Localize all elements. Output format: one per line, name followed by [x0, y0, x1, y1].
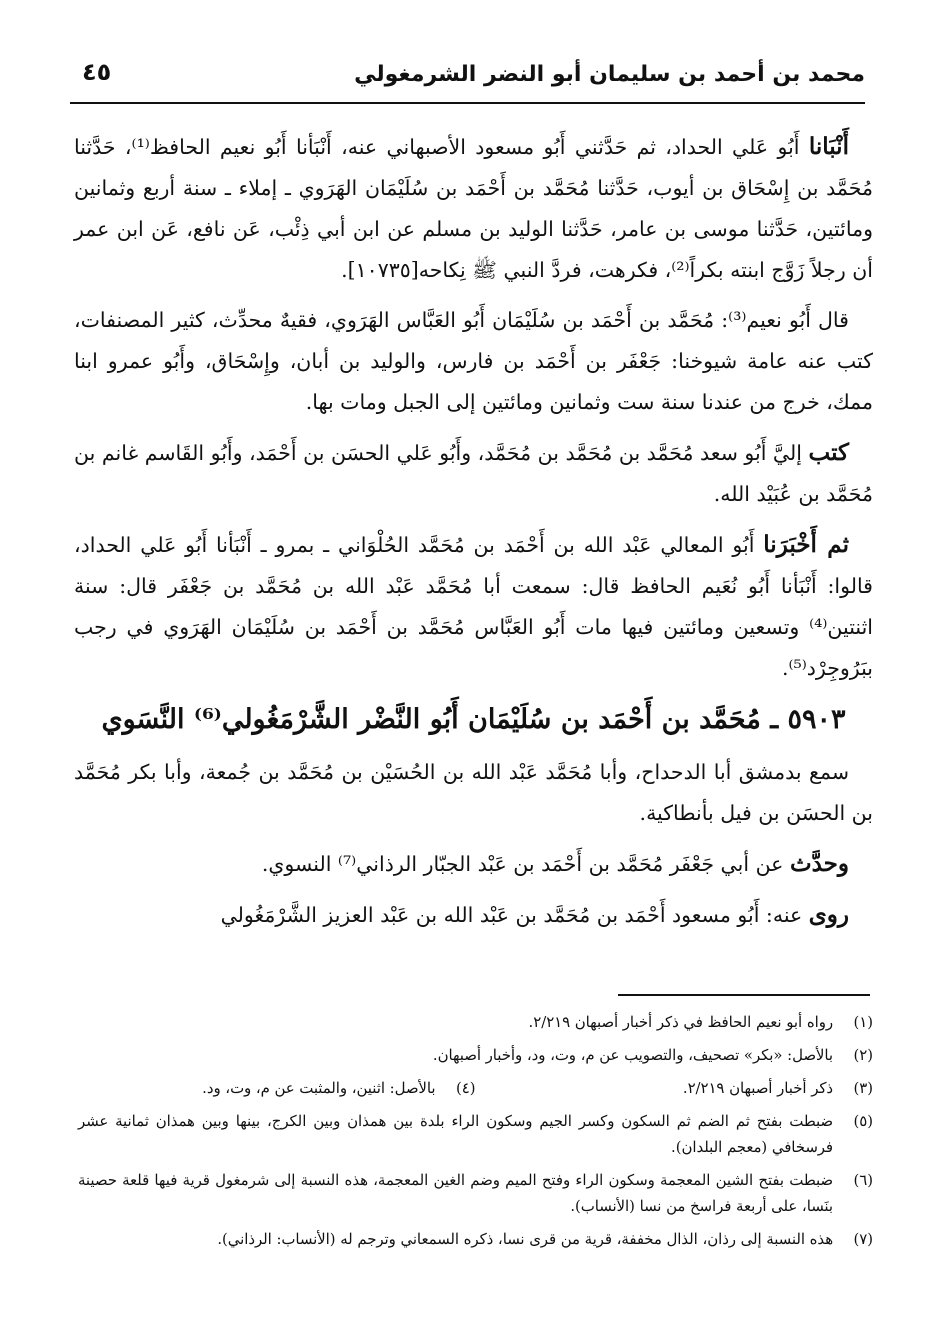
paragraph-text: قال أَبُو نعيم⁽³⁾: مُحَمَّد بن أَحْمَد بن سُلَيْمَان أَبُو العَبَّاس الهَرَوي، فقيهٌ محدِّث، كثير المصنفات، كتب عنه عامة شيوخنا: جَعْفَر بن أَحْمَد بن فارس، والوليد بن أبان، وإِسْحَاق، وأَبُو عمرو ابنا ممك، خرج من عندنا سنة ست وثمانين ومائتين إلى الجبل ومات بها. — [74, 308, 873, 414]
paragraph-text: عن أبي جَعْفَر مُحَمَّد بن أَحْمَد بن عَبْد الجبّار الرذاني⁽⁷⁾ النسوي. — [261, 852, 784, 876]
footnote-text: ذكر أخبار أصبهان ٢/٢١٩. — [682, 1080, 833, 1097]
paragraph-abu-nuaym — [74, 300, 873, 423]
paragraph-text: سمع بدمشق أبا الدحداح، وأبا مُحَمَّد عَبْد الله بن الحُسَيْن بن مُحَمَّد بن جُمعة، وأبا بكر مُحَمَّد بن الحسَن بن فيل بأنطاكية. — [74, 760, 873, 825]
footnote-number: (٣) — [853, 1080, 873, 1097]
footnote-row-3-4 — [78, 1076, 873, 1102]
paragraph-lead-word: ثم أَخْبَرَنا — [763, 531, 849, 558]
paragraph-haddath — [74, 843, 873, 885]
paragraph-isnad-1 — [74, 126, 873, 291]
paragraph-text: إليَّ أَبُو سعد مُحَمَّد بن مُحَمَّد بن مُحَمَّد، وأَبُو عَلي الحسَن بن أَحْمَد، وأَبُو القَاسم غانم بن مُحَمَّد بن عُبَيْد الله. — [74, 441, 873, 506]
paragraph-lead-word: وحدَّث — [789, 850, 849, 877]
paragraph-text: عنه: أَبُو مسعود أَحْمَد بن مُحَمَّد بن عَبْد الله بن عَبْد العزيز الشَّرْمَغُولي — [220, 903, 803, 927]
footnote-1 — [78, 1010, 873, 1036]
footnote-text: بالأصل: «بكر» تصحيف، والتصويب عن م، وت، ود، وأخبار أصبهان. — [432, 1047, 833, 1064]
footnote-2 — [78, 1043, 873, 1069]
running-title: محمد بن أحمد بن سليمان أبو النضر الشرمغولي — [354, 62, 865, 87]
footnote-number: (٢) — [853, 1047, 873, 1064]
footnote-7 — [78, 1227, 873, 1253]
footnotes — [78, 1010, 873, 1260]
footnote-text: رواه أبو نعيم الحافظ في ذكر أخبار أصبهان ٢/٢١٩. — [528, 1014, 833, 1031]
paragraph-lead-word: أَنْبَانا — [808, 133, 849, 160]
footnote-number: (١) — [853, 1014, 873, 1031]
footnote-number: (٤) — [455, 1080, 476, 1097]
paragraph-rawa — [74, 894, 873, 936]
page-number: ٤٥ — [82, 58, 112, 86]
paragraph-akhbarana — [74, 524, 873, 689]
entry-title: ٥٩٠٣ ـ مُحَمَّد بن أَحْمَد بن سُلَيْمَان أَبُو النَّضْر الشَّرْمَغُولي⁽⁶⁾ النَّسَوي — [101, 704, 846, 735]
page-header — [70, 56, 865, 104]
paragraph-lead-word: كتب — [808, 439, 849, 466]
footnote-text: ضبطت بفتح الشين المعجمة وسكون الراء وفتح الميم وضم الغين المعجمة، هذه النسبة إلى شرمغول قرية فيها قلعة حصينة بنَسا، على أربعة فراسخ من نسا (الأنساب). — [78, 1172, 833, 1215]
footnote-3 — [476, 1076, 874, 1102]
main-text — [74, 126, 873, 945]
footnote-6 — [78, 1168, 873, 1220]
footnote-text: بالأصل: اثنين، والمثبت عن م، وت، ود. — [202, 1080, 436, 1097]
paragraph-samia — [74, 752, 873, 834]
paragraph-lead-word: روى — [808, 901, 849, 928]
footnote-number: (٦) — [853, 1172, 873, 1189]
footnote-number: (٧) — [853, 1231, 873, 1248]
paragraph-kataba — [74, 432, 873, 515]
paragraph-text: أَبُو المعالي عَبْد الله بن أَحْمَد بن مُحَمَّد الحُلْوَاني ـ بمرو ـ أَنْبَأنا أَبُو عَلي الحداد، قالوا: أَنْبَأنا أَبُو نُعَيم الحافظ قال: سمعت أبا مُحَمَّد عَبْد الله بن مُحَمَّد بن جَعْفَر قال: سنة اثنتين⁽⁴⁾ وتسعين ومائتين فيها مات أَبُو العَبَّاس مُحَمَّد بن أَحْمَد بن سُلَيْمَان الهَرَوي في رجب ببَرُوجِرْد⁽⁵⁾. — [74, 533, 873, 680]
footnote-separator — [618, 994, 870, 996]
footnote-5 — [78, 1109, 873, 1161]
footnote-number: (٥) — [853, 1113, 873, 1130]
footnote-4 — [78, 1076, 476, 1102]
footnote-text: ضبطت بفتح ثم الضم ثم السكون وكسر الجيم وسكون الراء بلدة بين همذان وبين الكرج، بينها وبين همذان ثمانية عشر فرسخافي (معجم البلدان). — [78, 1113, 834, 1156]
paragraph-text: أَبُو عَلي الحداد، ثم حَدَّثني أَبُو مسعود الأصبهاني عنه، أَنْبَأنا أَبُو نعيم الحافظ⁽¹⁾، حَدَّثنا مُحَمَّد بن إِسْحَاق بن أيوب، حَدَّثنا مُحَمَّد بن أَحْمَد بن سُلَيْمَان الهَرَوي ـ إملاء ـ سنة أربع وثمانين ومائتين، حَدَّثنا موسى بن عامر، حَدَّثنا الوليد بن مسلم عن ابن أبي ذِئْب، عَن نافع، عَن ابن عمر أن رجلاً زَوَّج ابنته بكراً⁽²⁾، فكرهت، فردَّ النبي ﷺ نِكاحه[١٠٧٣٥]. — [74, 135, 873, 282]
footnote-text: هذه النسبة إلى رذان، الذال مخففة، قرية من قرى نسا، ذكره السمعاني وترجم له (الأنساب: الرذاني). — [217, 1231, 833, 1248]
